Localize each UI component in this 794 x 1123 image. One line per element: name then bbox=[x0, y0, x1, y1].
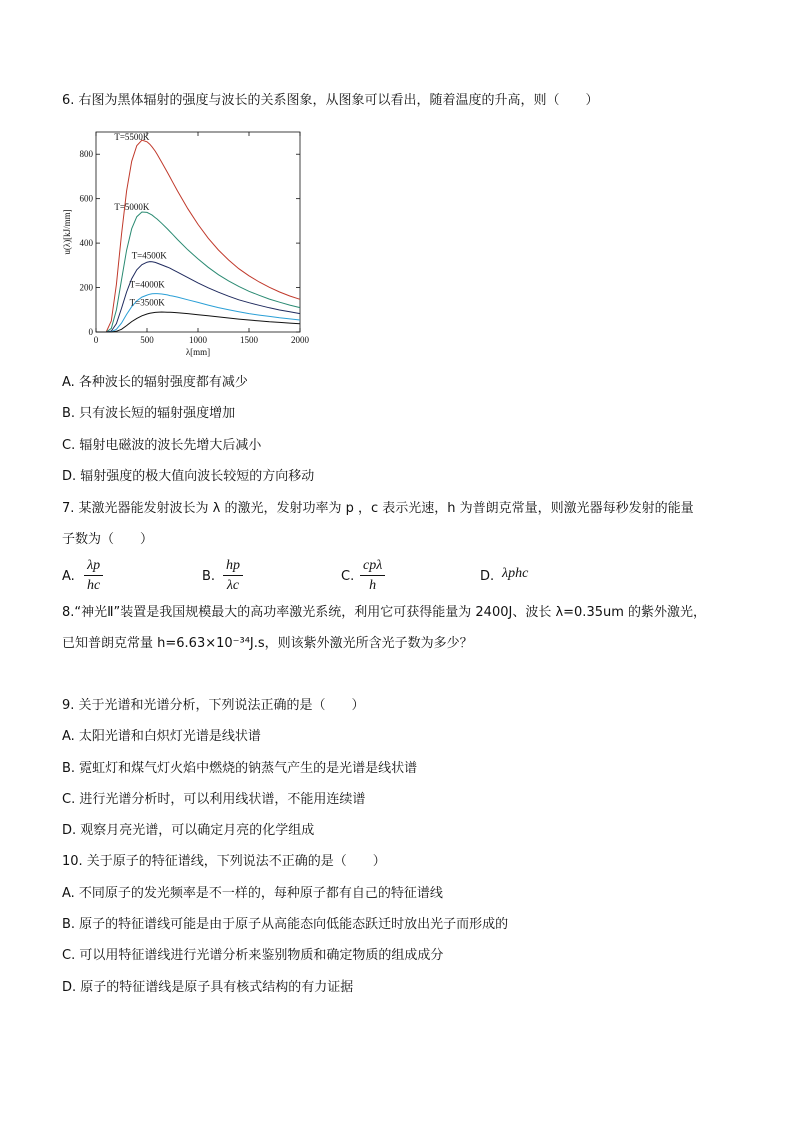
series-line-5500K bbox=[96, 140, 300, 332]
q6-option-a: A. 各种波长的辐射强度都有减少 bbox=[62, 375, 248, 390]
q7-option-c-numerator: cpλ bbox=[360, 557, 385, 576]
q7-option-a-fraction bbox=[84, 557, 103, 594]
q7-option-d-label: D. bbox=[480, 569, 495, 584]
q9-option-c: C. 进行光谱分析时，可以利用线状谱，不能用连续谱 bbox=[62, 792, 366, 807]
y-tick-label: 200 bbox=[79, 282, 93, 293]
q8-line2: 已知普朗克常量 h=6.63×10⁻³⁴J.s，则该紫外激光所含光子数为多少？ bbox=[62, 636, 473, 651]
q7-option-d-expression: λphc bbox=[502, 566, 529, 581]
blackbody-radiation-chart bbox=[60, 128, 330, 360]
q7-option-c-label: C. bbox=[341, 569, 355, 584]
x-axis-label: λ[mm] bbox=[185, 347, 211, 357]
q9-option-d: D. 观察月亮光谱，可以确定月亮的化学组成 bbox=[62, 823, 315, 838]
series-label: T=4500K bbox=[131, 250, 167, 261]
y-tick-label: 800 bbox=[79, 149, 93, 160]
q7-option-a-label: A. bbox=[62, 569, 75, 584]
q7-option-c-fraction bbox=[360, 557, 385, 594]
q7-stem-line1: 7. 某激光器能发射波长为 λ 的激光，发射功率为 p ，c 表示光速，h 为普朗克常量，则激光器每秒发射的能量 bbox=[62, 501, 694, 516]
q7-option-b-fraction bbox=[223, 557, 243, 594]
y-axis-label: u(λ)[kJ/mm] bbox=[62, 209, 72, 255]
q6-option-c: C. 辐射电磁波的波长先增大后减小 bbox=[62, 438, 262, 453]
series-label: T=3500K bbox=[129, 297, 165, 308]
q10-option-b: B. 原子的特征谱线可能是由于原子从高能态向低能态跃迁时放出光子而形成的 bbox=[62, 917, 509, 932]
q7-option-b-denominator: λc bbox=[226, 578, 240, 593]
q9-stem: 9. 关于光谱和光谱分析，下列说法正确的是（ ） bbox=[62, 698, 365, 713]
q6-option-b: B. 只有波长短的辐射强度增加 bbox=[62, 406, 236, 421]
x-tick-label: 2000 bbox=[291, 335, 309, 345]
q10-option-a: A. 不同原子的发光频率是不一样的，每种原子都有自己的特征谱线 bbox=[62, 886, 443, 901]
q9-option-a: A. 太阳光谱和白炽灯光谱是线状谱 bbox=[62, 729, 261, 744]
q7-option-b-label: B. bbox=[202, 569, 216, 584]
q10-option-d: D. 原子的特征谱线是原子具有核式结构的有力证据 bbox=[62, 980, 354, 995]
q8-line1: 8.“神光Ⅱ”装置是我国规模最大的高功率激光系统，利用它可获得能量为 2400J、波长 λ=0.35um 的紫外激光， bbox=[62, 605, 707, 620]
series-label: T=4000K bbox=[129, 279, 165, 290]
y-tick-label: 400 bbox=[79, 238, 93, 249]
q7-stem-line2: 子数为（ ） bbox=[62, 532, 154, 547]
q6-stem: 6. 右图为黑体辐射的强度与波长的关系图象，从图象可以看出，随着温度的升高，则（ ） bbox=[62, 93, 599, 108]
q10-option-c: C. 可以用特征谱线进行光谱分析来鉴别物质和确定物质的组成成分 bbox=[62, 948, 444, 963]
q7-option-a-numerator: λp bbox=[84, 557, 103, 576]
y-tick-label: 600 bbox=[79, 193, 93, 204]
q6-option-d: D. 辐射强度的极大值向波长较短的方向移动 bbox=[62, 469, 315, 484]
q7-option-b-numerator: hp bbox=[223, 557, 243, 576]
x-tick-label: 0 bbox=[93, 335, 99, 345]
y-tick-label: 0 bbox=[88, 327, 93, 337]
q7-option-c-denominator: h bbox=[369, 578, 377, 593]
x-tick-label: 500 bbox=[140, 335, 154, 345]
series-label: T=5000K bbox=[114, 201, 150, 212]
series-label: T=5500K bbox=[114, 131, 150, 142]
q7-option-a-denominator: hc bbox=[87, 578, 101, 593]
q10-stem: 10. 关于原子的特征谱线，下列说法不正确的是（ ） bbox=[62, 854, 386, 869]
q9-option-b: B. 霓虹灯和煤气灯火焰中燃烧的钠蒸气产生的是光谱是线状谱 bbox=[62, 761, 418, 776]
x-tick-label: 1500 bbox=[240, 335, 258, 345]
x-tick-label: 1000 bbox=[189, 335, 207, 345]
